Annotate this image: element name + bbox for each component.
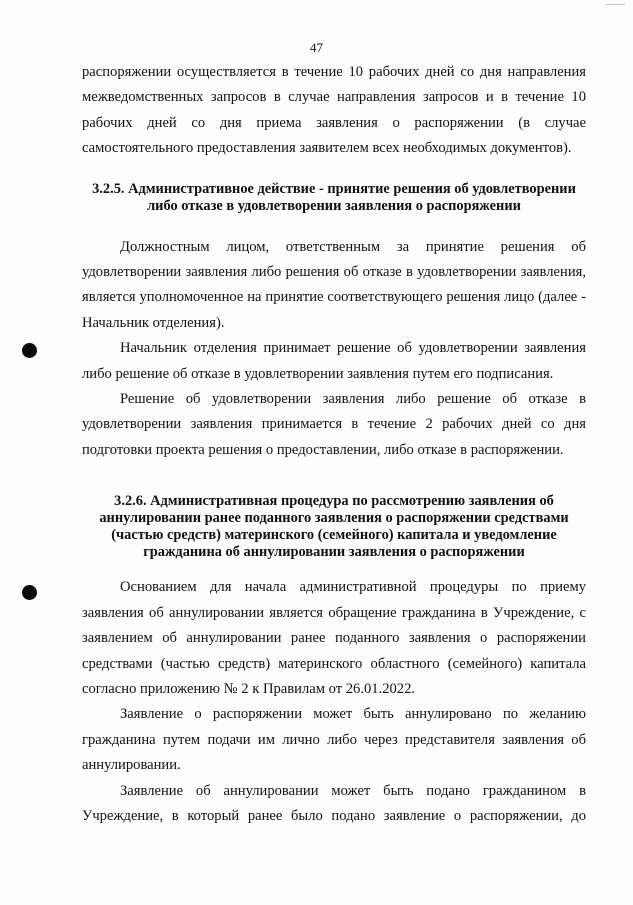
paragraph-3-2-5-3: Решение об удовлетворении заявления либо решение об отказе в удовлетворении заявления принимается в течение 2 рабочих дней со дня подготовки проекта решения о предоставлении, либо отказе в распоряжении.	[82, 391, 586, 458]
section-heading-3-2-6: 3.2.6. Административная процедура по рассмотрению заявления об аннулировании ранее поданного заявления о распоряжении средствами (частью средств) материнского (семейного) капитала и уведомление гражданина об аннулировании заявления о распоряжении	[99, 493, 569, 561]
paragraph-3-2-5-2: Начальник отделения принимает решение об удовлетворении заявления либо решение об отказе в удовлетворении заявления путем его подписания.	[82, 340, 586, 382]
document-body	[82, 60, 586, 829]
hole-punch-mark-top	[22, 343, 37, 358]
hole-punch-mark-bottom	[22, 585, 37, 600]
paragraph-3-2-6-1: Основанием для начала административной процедуры по приему заявления об аннулировании является обращение гражданина в Учреждение, с заявлением об аннулировании ранее поданного заявления о распоряжении средствами (частью средств) материнского областного (семейного) капитала согласно приложению № 2 к Правилам от 26.01.2022.	[82, 579, 586, 697]
intro-paragraph: распоряжении осуществляется в течение 10 рабочих дней со дня направления межведомственных запросов в случае направления запросов и в течение 10 рабочих дней со дня приема заявления о распоряжении (в случае самостоятельного предоставления заявителем всех необходимых документов).	[82, 64, 586, 157]
paragraph-3-2-6-3: Заявление об аннулировании может быть подано гражданином в Учреждение, в который ранее было подано заявление о распоряжении, до	[82, 782, 586, 824]
page-number: 47	[310, 40, 323, 55]
scan-corner-mark	[605, 4, 625, 5]
paragraph-3-2-5-1: Должностным лицом, ответственным за принятие решения об удовлетворении заявления либо решения об отказе в удовлетворении заявления, является уполномоченное на принятие соответствующего решения лицо (далее - Начальник отделения).	[82, 238, 586, 331]
section-heading-3-2-5: 3.2.5. Административное действие - принятие решения об удовлетворении либо отказе в удовлетворении заявления о распоряжении	[92, 180, 576, 214]
paragraph-3-2-6-2: Заявление о распоряжении может быть аннулировано по желанию гражданина путем подачи им лично либо через представителя заявления об аннулировании.	[82, 706, 586, 774]
